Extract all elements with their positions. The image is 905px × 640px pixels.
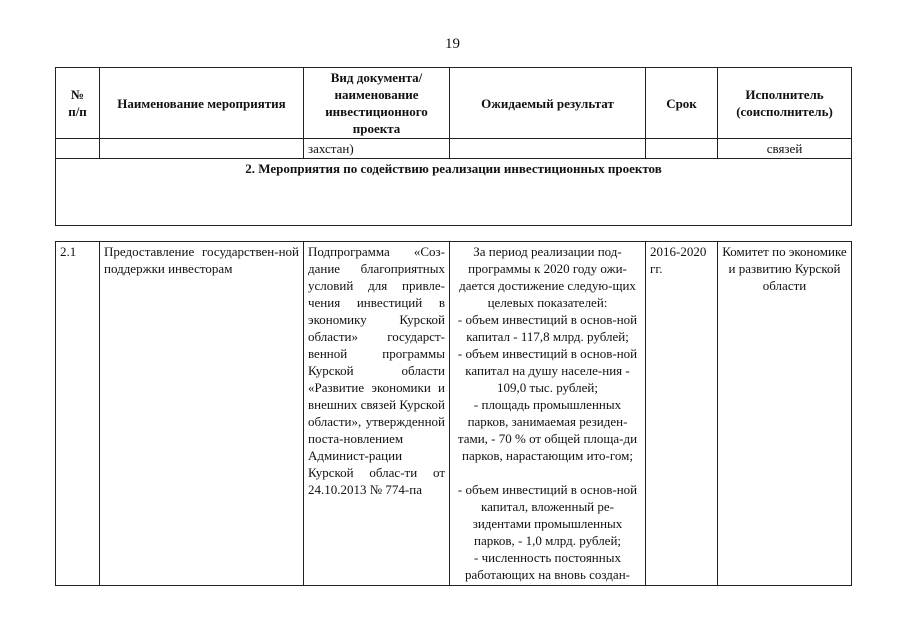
section-title: 2. Мероприятия по содействию реализации инвестиционных проектов	[56, 159, 852, 226]
continuation-doc-type: захстан)	[304, 139, 450, 159]
row-term: 2016-2020 гг.	[646, 242, 718, 586]
section-row	[56, 159, 852, 226]
row-name: Предоставление государствен-ной поддержки инвесторам	[100, 242, 304, 586]
continuation-executor: связей	[718, 139, 852, 159]
header-doc-type: Вид документа/ наименование инвестиционного проекта	[304, 68, 450, 139]
page-number: 19	[445, 36, 460, 52]
header-num: № п/п	[56, 68, 100, 139]
table-header-row	[56, 68, 852, 139]
header-name: Наименование мероприятия	[100, 68, 304, 139]
row-expected-part2: - объем инвестиций в основ-ной капитал, вложенный ре-зидентами промышленных парков, - 1,0 млрд. рублей; - численность постоянных работающих на вновь создан-	[457, 482, 638, 582]
header-expected: Ожидаемый результат	[450, 68, 646, 139]
row-expected-part1: За период реализации под-программы к 2020 году ожи-дается достижение следую-щих целевых показателей: - объем инвестиций в основ-ной капитал - 117,8 млрд. рублей; - объем инвестиций в основ-ной капитал на душу населе-ния - 109,0 тыс. рублей; - площадь промышленных парков, занимаемая резиден-тами, - 70 % от общей площа-ди парков, нарастающим ито-гом;	[457, 244, 638, 463]
row-doc-type: Подпрограмма «Соз-дание благоприятных условий для привле-чения инвестиций в экономику Курской области» государст-венной программы Курской области «Развитие экономики и внешних связей Курской области», утвержденной поста-новлением Админист-рации Курской облас-ти от 24.10.2013 № 774-па	[304, 242, 450, 586]
row-executor: Комитет по экономике и развитию Курской области	[718, 242, 852, 586]
row-num: 2.1	[56, 242, 100, 586]
row-expected	[450, 242, 646, 586]
table-row	[56, 242, 852, 586]
header-executor: Исполнитель (соисполнитель)	[718, 68, 852, 139]
continuation-row	[56, 139, 852, 159]
plan-table	[55, 67, 852, 586]
header-term: Срок	[646, 68, 718, 139]
